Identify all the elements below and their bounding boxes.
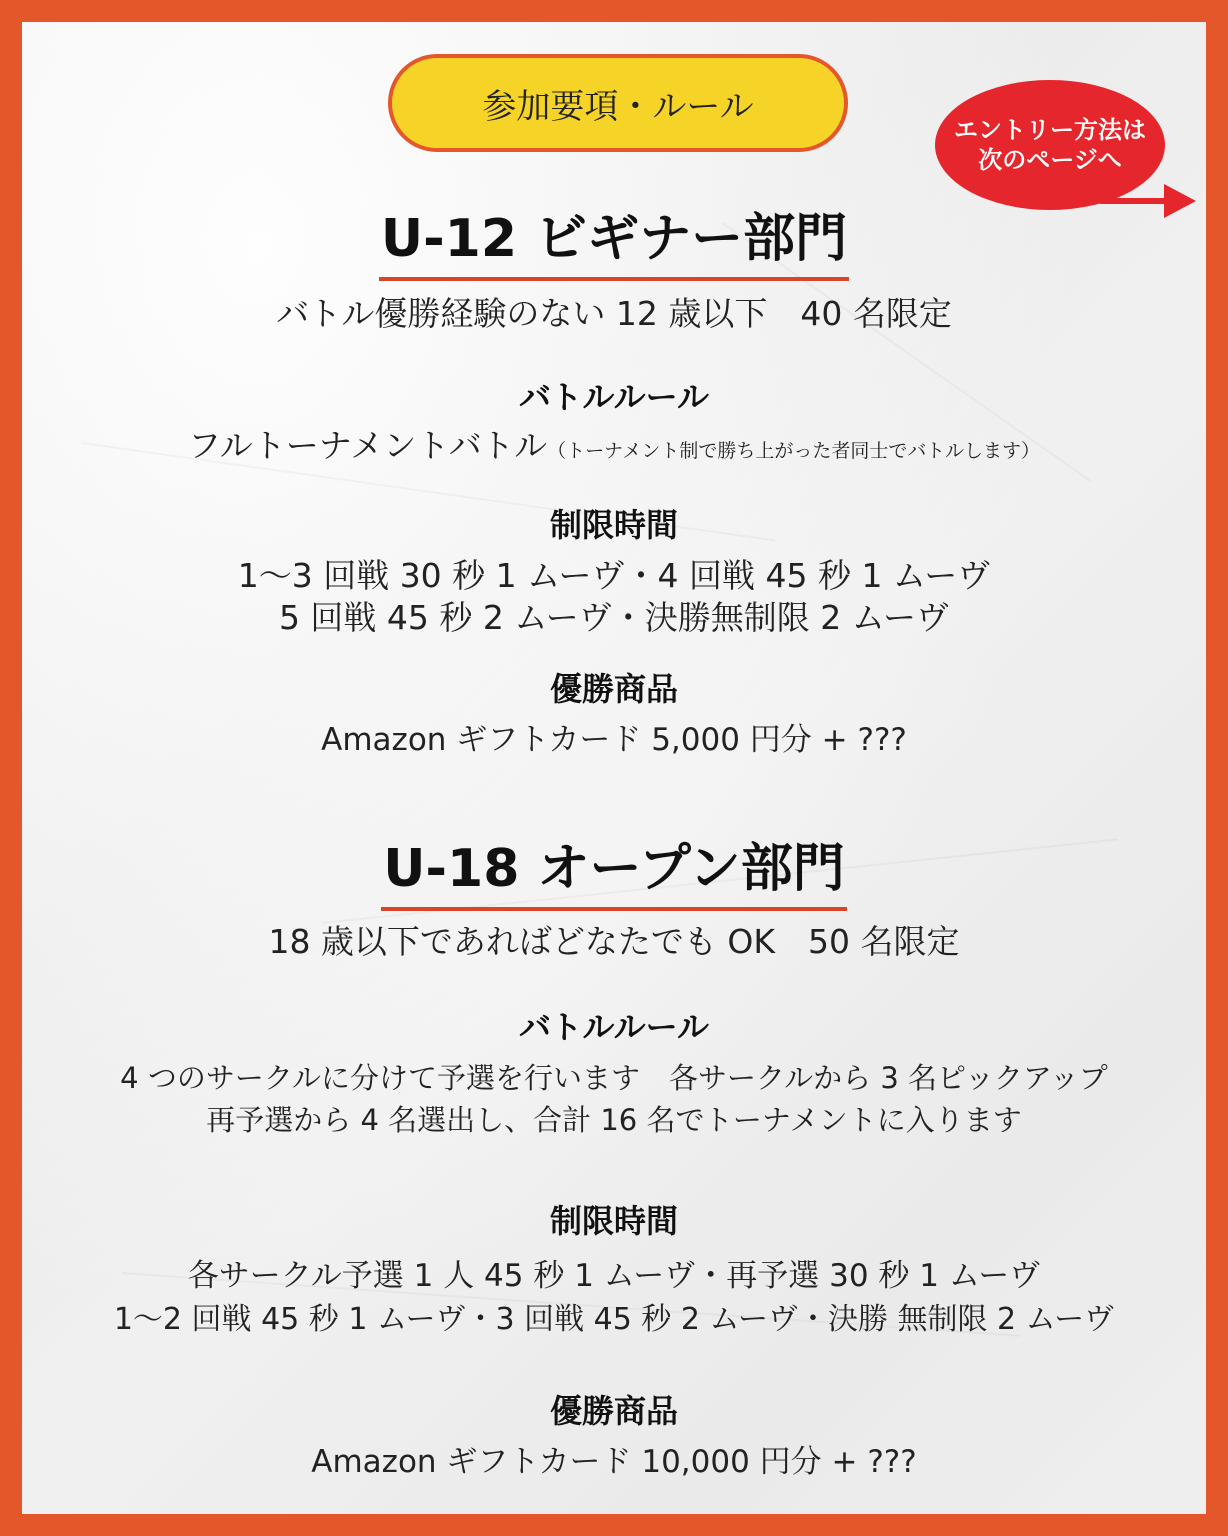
u12-title: U-12 ビギナー部門 xyxy=(0,196,1228,281)
section-pill xyxy=(388,54,848,152)
u12-time-line-1: 1〜3 回戦 30 秒 1 ムーヴ・4 回戦 45 秒 1 ムーヴ xyxy=(237,556,991,595)
bubble-line-1: エントリー方法は xyxy=(954,116,1146,144)
u12-time-heading: 制限時間 xyxy=(549,506,678,544)
u18-prize-heading: 優勝商品 xyxy=(549,1392,678,1430)
section-pill-label: 参加要項・ルール xyxy=(482,86,754,127)
u18-title: U-18 オープン部門 xyxy=(0,826,1228,911)
u18-battle-rule-line-1: 4 つのサークルに分けて予選を行います 各サークルから 3 名ピックアップ xyxy=(120,1061,1108,1095)
u12-eligibility: バトル優勝経験のない 12 歳以下 40 名限定 xyxy=(276,294,952,333)
u12-battle-rule-note: （トーナメント制で勝ち上がった者同士でバトルします） xyxy=(547,440,1040,462)
u18-battle-rule-line-2: 再予選から 4 名選出し、合計 16 名でトーナメントに入ります xyxy=(206,1103,1022,1137)
u12-prize-heading: 優勝商品 xyxy=(549,670,678,708)
u12-battle-rule-text: フルトーナメントバトル xyxy=(188,426,548,465)
u18-eligibility: 18 歳以下であればどなたでも OK 50 名限定 xyxy=(268,922,960,961)
u18-time-line-1: 各サークル予選 1 人 45 秒 1 ムーヴ・再予選 30 秒 1 ムーヴ xyxy=(187,1258,1041,1294)
u18-battle-rule-heading: バトルルール xyxy=(519,1008,709,1046)
u18-prize: Amazon ギフトカード 10,000 円分 + ??? xyxy=(311,1444,917,1480)
u12-prize: Amazon ギフトカード 5,000 円分 + ??? xyxy=(321,722,907,758)
u18-time-heading: 制限時間 xyxy=(549,1202,678,1240)
u12-battle-rule xyxy=(0,420,1228,467)
u12-time-line-2: 5 回戦 45 秒 2 ムーヴ・決勝無制限 2 ムーヴ xyxy=(278,598,950,637)
u12-battle-rule-heading: バトルルール xyxy=(519,378,709,416)
u18-time-line-2: 1〜2 回戦 45 秒 1 ムーヴ・3 回戦 45 秒 2 ムーヴ・決勝 無制限 2 ムーヴ xyxy=(113,1302,1115,1337)
bubble-line-2: 次のページへ xyxy=(978,146,1122,174)
